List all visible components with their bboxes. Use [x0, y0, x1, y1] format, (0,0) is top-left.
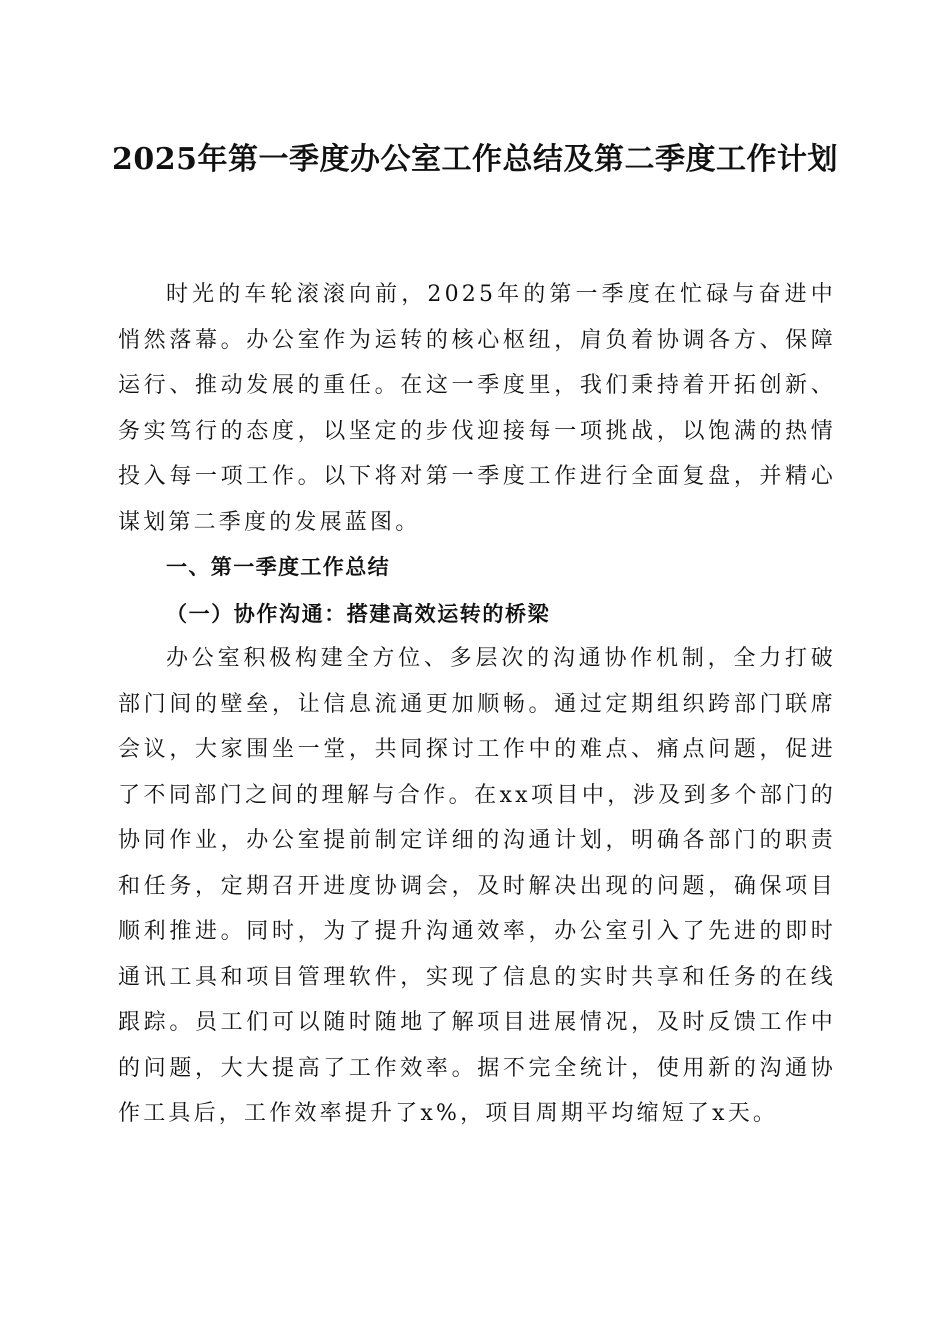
subsection-paragraph: 办公室积极构建全方位、多层次的沟通协作机制，全力打破部门间的壁垒，让信息流通更加顺畅。通过定期组织跨部门联席会议，大家围坐一堂，共同探讨工作中的难点、痛点问题，促进了不同部门之间的理解与合作。在xx项目中，涉及到多个部门的协同作业，办公室提前制定详细的沟通计划，明确各部门的职责和任务，定期召开进度协调会，及时解决出现的问题，确保项目顺利推进。同时，为了提升沟通效率，办公室引入了先进的即时通讯工具和项目管理软件，实现了信息的实时共享和任务的在线跟踪。员工们可以随时随地了解项目进展情况，及时反馈工作中的问题，大大提高了工作效率。据不完全统计，使用新的沟通协作工具后，工作效率提升了x%，项目周期平均缩短了x天。 [118, 646, 836, 1126]
subsection-heading: （一）协作沟通：搭建高效运转的桥梁 [166, 600, 551, 626]
document-title: 2025年第一季度办公室工作总结及第二季度工作计划 [112, 142, 838, 177]
section-heading: 一、第一季度工作总结 [166, 555, 390, 579]
intro-paragraph: 时光的车轮滚滚向前，2025年的第一季度在忙碌与奋进中悄然落幕。办公室作为运转的核心枢纽，肩负着协调各方、保障运行、推动发展的重任。在这一季度里，我们秉持着开拓创新、务实笃行的态度，以坚定的步伐迎接每一项挑战，以饱满的热情投入每一项工作。以下将对第一季度工作进行全面复盘，并精心谋划第二季度的发展蓝图。 [118, 282, 836, 535]
document-body [118, 272, 836, 1137]
